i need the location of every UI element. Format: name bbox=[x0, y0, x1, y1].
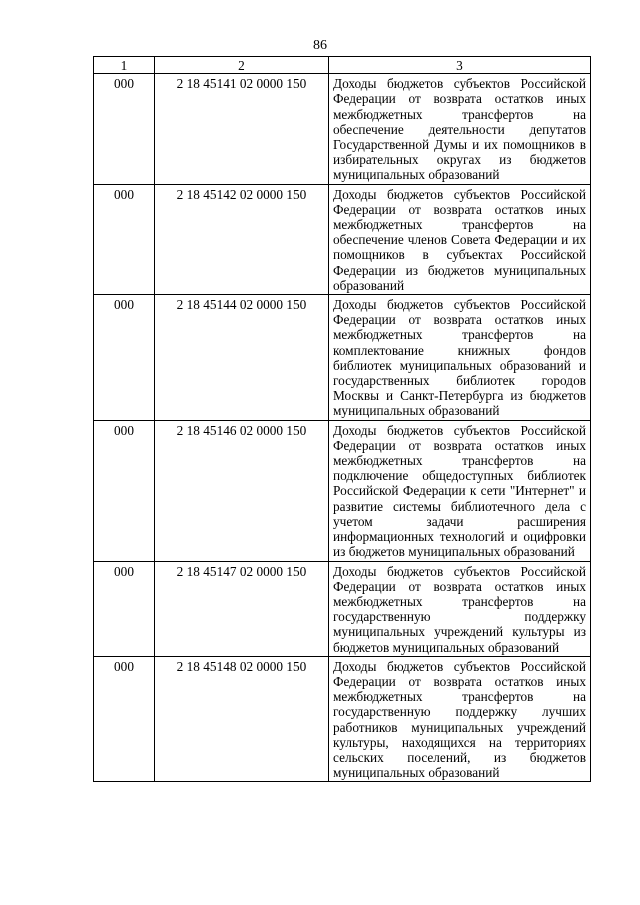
admin-code-cell: 000 bbox=[94, 74, 155, 184]
admin-code-cell: 000 bbox=[94, 561, 155, 656]
table-row bbox=[94, 656, 591, 782]
column-header-3: 3 bbox=[329, 57, 591, 74]
revenue-name-cell: Доходы бюджетов субъектов Российской Федерации от возврата остатков иных межбюджетных трансфертов на обеспечение деятельности депутатов Государственной Думы и их помощников в избирательных округах из бюджетов муниципальных образований bbox=[329, 74, 591, 184]
table-row bbox=[94, 420, 591, 561]
admin-code-cell: 000 bbox=[94, 656, 155, 782]
revenue-name-cell: Доходы бюджетов субъектов Российской Федерации от возврата остатков иных межбюджетных трансфертов на обеспечение членов Совета Федерации и их помощников в субъектах Российской Федерации из бюджетов муниципальных образований bbox=[329, 184, 591, 294]
budget-classification-table bbox=[93, 56, 591, 782]
classification-code-cell: 2 18 45142 02 0000 150 bbox=[155, 184, 329, 294]
admin-code-cell: 000 bbox=[94, 295, 155, 421]
revenue-name-cell: Доходы бюджетов субъектов Российской Федерации от возврата остатков иных межбюджетных трансфертов на комплектование книжных фондов библиотек муниципальных образований и государственных библиотек городов Москвы и Санкт-Петербурга из бюджетов муниципальных образований bbox=[329, 295, 591, 421]
classification-code-cell: 2 18 45146 02 0000 150 bbox=[155, 420, 329, 561]
admin-code-cell: 000 bbox=[94, 420, 155, 561]
page-number: 86 bbox=[313, 38, 327, 53]
revenue-name-cell: Доходы бюджетов субъектов Российской Федерации от возврата остатков иных межбюджетных трансфертов на государственную поддержку муниципальных учреждений культуры из бюджетов муниципальных образований bbox=[329, 561, 591, 656]
classification-code-cell: 2 18 45148 02 0000 150 bbox=[155, 656, 329, 782]
admin-code-cell: 000 bbox=[94, 184, 155, 294]
classification-code-cell: 2 18 45147 02 0000 150 bbox=[155, 561, 329, 656]
table-row bbox=[94, 184, 591, 294]
table-row bbox=[94, 295, 591, 421]
table-header-row bbox=[94, 57, 591, 74]
revenue-name-cell: Доходы бюджетов субъектов Российской Федерации от возврата остатков иных межбюджетных трансфертов на государственную поддержку лучших работников муниципальных учреждений культуры, находящихся на территориях сельских поселений, из бюджетов муниципальных образований bbox=[329, 656, 591, 782]
classification-code-cell: 2 18 45141 02 0000 150 bbox=[155, 74, 329, 184]
column-header-1: 1 bbox=[94, 57, 155, 74]
revenue-name-cell: Доходы бюджетов субъектов Российской Федерации от возврата остатков иных межбюджетных трансфертов на подключение общедоступных библиотек Российской Федерации к сети "Интернет" и развитие системы библиотечного дела с учетом задачи расширения информационных технологий и оцифровки из бюджетов муниципальных образований bbox=[329, 420, 591, 561]
classification-code-cell: 2 18 45144 02 0000 150 bbox=[155, 295, 329, 421]
table-row bbox=[94, 74, 591, 184]
table-row bbox=[94, 561, 591, 656]
column-header-2: 2 bbox=[155, 57, 329, 74]
